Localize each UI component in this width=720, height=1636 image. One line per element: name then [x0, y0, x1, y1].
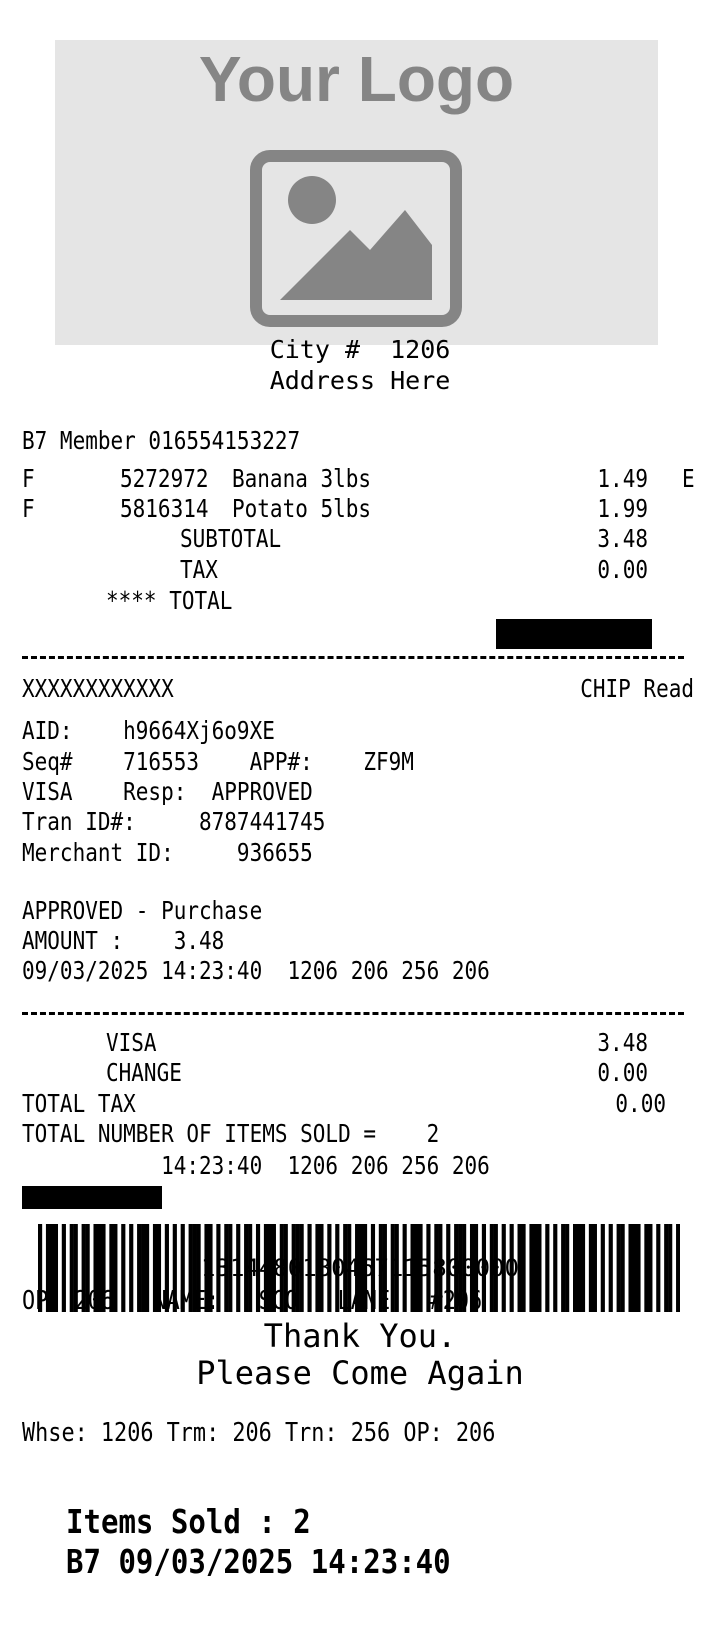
payment-date: 09/03/2025	[22, 1151, 149, 1180]
image-placeholder-icon	[250, 150, 462, 330]
item-desc: Potato 5lbs	[232, 494, 372, 523]
total-highlight	[496, 619, 652, 649]
come-again: Please Come Again	[196, 1354, 524, 1392]
date-highlight	[22, 1186, 162, 1209]
barcode-number: 1314480180467115800000	[201, 1254, 519, 1282]
member-line: B7 Member 016554153227	[22, 426, 301, 455]
item-flag: F	[22, 464, 35, 493]
total-label: **** TOTAL	[106, 586, 233, 615]
amount-line: AMOUNT : 3.48	[22, 926, 225, 955]
aid-line: AID: h9664Xj6o9XE	[22, 716, 275, 745]
logo-placeholder	[55, 40, 658, 345]
tax-label: TAX	[180, 555, 218, 584]
item-desc: Banana 3lbs	[232, 464, 372, 493]
change-label: CHANGE	[106, 1058, 182, 1087]
tax-value: 0.00	[597, 555, 648, 584]
logo-text: Your Logo	[198, 43, 515, 115]
payment-time-rest: 14:23:40 1206 206 256 206	[148, 1151, 490, 1180]
op-line: OP: 206 NAME: SCO LANE #206	[22, 1286, 483, 1316]
card-masked-number: XXXXXXXXXXXX	[22, 674, 174, 703]
divider	[22, 1012, 684, 1015]
items-sold-summary: Items Sold : 2	[66, 1502, 311, 1541]
total-value: 3.48	[597, 586, 648, 615]
divider	[22, 656, 684, 659]
item-flag: F	[22, 494, 35, 523]
total-tax-value: 0.00	[615, 1089, 666, 1118]
card-entry-mode: CHIP Read	[580, 674, 694, 703]
seq-line: Seq# 716553 APP#: ZF9M	[22, 747, 414, 776]
subtotal-value: 3.48	[597, 524, 648, 553]
approval-status: APPROVED - Purchase	[22, 896, 263, 925]
resp-line: VISA Resp: APPROVED	[22, 777, 313, 806]
item-price: 1.99	[597, 494, 648, 523]
tran-id-line: Tran ID#: 8787441745	[22, 807, 326, 836]
visa-value: 3.48	[597, 1028, 648, 1057]
visa-label: VISA	[106, 1028, 157, 1057]
subtotal-label: SUBTOTAL	[180, 524, 282, 553]
total-tax-label: TOTAL TAX	[22, 1089, 136, 1118]
whse-line: Whse: 1206 Trm: 206 Trn: 256 OP: 206	[22, 1418, 496, 1448]
items-sold-line: TOTAL NUMBER OF ITEMS SOLD = 2	[22, 1119, 440, 1148]
item-tax-flag: E	[682, 464, 695, 493]
payment-datetime	[22, 1153, 490, 1178]
merchant-id-line: Merchant ID: 936655	[22, 838, 313, 867]
thank-you: Thank You.	[263, 1317, 457, 1355]
address-line: Address Here	[269, 366, 451, 395]
item-price: 1.49	[597, 464, 648, 493]
change-value: 0.00	[597, 1058, 648, 1087]
item-code: 5816314	[120, 494, 209, 523]
city-line: City # 1206	[269, 335, 451, 364]
item-code: 5272972	[120, 464, 209, 493]
receipt-stamp: B7 09/03/2025 14:23:40	[66, 1542, 451, 1581]
datetime-line: 09/03/2025 14:23:40 1206 206 256 206	[22, 956, 490, 985]
